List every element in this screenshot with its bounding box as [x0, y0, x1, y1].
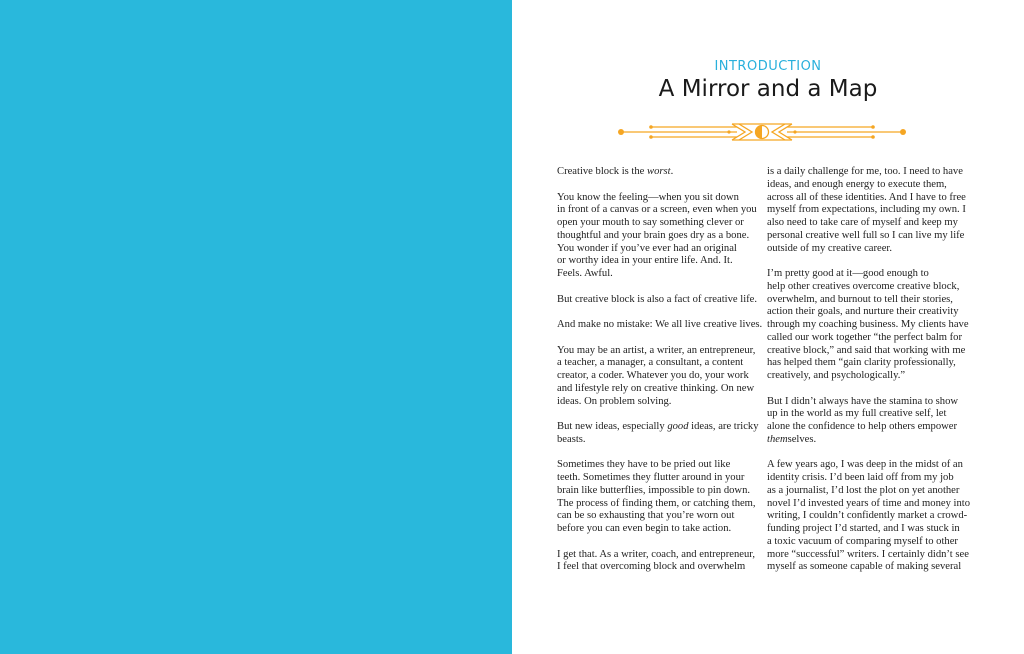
text-line [767, 230, 977, 243]
text-line [557, 396, 767, 409]
text-line [767, 536, 977, 549]
text-run: . [670, 166, 674, 177]
text-run: overwhelm, and burnout to tell their stories, [767, 293, 953, 305]
art-deco-divider-icon [617, 122, 907, 142]
text-line [767, 485, 977, 498]
text-run: A few years ago, I was deep in the midst of an [767, 459, 963, 471]
text-line [767, 459, 977, 472]
text-run: help other creatives overcome creative block, [767, 280, 960, 292]
text-run: in front of a canvas or a screen, even when you [557, 204, 757, 216]
text-run: also need to take care of myself and keep my [767, 217, 958, 228]
chapter-title: A Mirror and a Map [658, 76, 878, 102]
text-run: can be so exhausting that you’re worn out [557, 510, 735, 522]
paragraph [557, 166, 767, 179]
text-line [557, 230, 767, 243]
text-run: has helped them “gain clarity professionally, [767, 357, 956, 369]
text-run: and lifestyle rely on creative thinking. On new [557, 382, 755, 394]
text-run: outside of my creative career. [767, 242, 893, 254]
text-line [767, 498, 977, 511]
text-line [557, 319, 767, 332]
emphasis-text: good [667, 421, 689, 432]
text-line [557, 485, 767, 498]
paragraph [767, 166, 977, 255]
text-line [557, 472, 767, 485]
paragraph [557, 549, 767, 575]
text-run: personal creative well full so I can live my life [767, 229, 965, 241]
paragraph [557, 421, 767, 447]
text-line [767, 332, 977, 345]
text-line [557, 510, 767, 523]
text-line [557, 421, 767, 434]
text-run: called our work together “the perfect balm for [767, 331, 963, 343]
paragraph [767, 459, 977, 574]
text-line [767, 549, 977, 562]
text-line [767, 357, 977, 370]
text-run: open your mouth to say something clever or [557, 217, 744, 228]
text-run: as a journalist, I’d lost the plot on yet another [767, 484, 960, 496]
text-line [557, 357, 767, 370]
text-run: novel I’d invested years of time and money into [767, 497, 970, 509]
text-run: up in the world as my full creative self, let [767, 408, 947, 420]
text-line [767, 281, 977, 294]
text-run: funding project I’d started, and I was stuck in [767, 523, 960, 534]
text-line [767, 204, 977, 217]
paragraph [557, 294, 767, 307]
text-run: is a daily challenge for me, too. I need to have [767, 166, 963, 177]
paragraph [767, 396, 977, 447]
text-line [767, 345, 977, 358]
chapter-kicker: INTRODUCTION [714, 59, 822, 74]
text-line [767, 306, 977, 319]
text-run: But I didn’t always have the stamina to show [767, 395, 959, 407]
text-line [767, 561, 977, 574]
text-run: through my coaching business. My clients have [767, 319, 969, 330]
text-line [557, 294, 767, 307]
text-line [767, 408, 977, 421]
text-run: Feels. Awful. [557, 268, 613, 279]
text-line [557, 204, 767, 217]
text-run: a teacher, a manager, a consultant, a content [557, 357, 744, 369]
text-line [767, 510, 977, 523]
text-column-left [557, 166, 767, 587]
text-run: or worthy idea in your entire life. And. It. [557, 255, 733, 267]
emphasis-text: them [767, 433, 788, 445]
text-run: teeth. Sometimes they flutter around in your [557, 472, 745, 483]
paragraph [557, 345, 767, 409]
text-line [557, 561, 767, 574]
text-run: alone the confidence to help others empower [767, 421, 958, 432]
text-line [557, 243, 767, 256]
text-run: ideas, are tricky [688, 421, 759, 432]
text-run: creatively, and psychologically.” [767, 370, 906, 381]
text-run: Creative block is the [557, 166, 648, 177]
text-line [557, 459, 767, 472]
text-run: The process of finding them, or catching them, [557, 497, 756, 509]
text-run: creative block,” and said that working with me [767, 344, 966, 356]
text-run: before you can even begin to take action. [557, 523, 732, 534]
text-line [767, 268, 977, 281]
right-page [512, 0, 1024, 654]
text-run: brain like butterflies, impossible to pin down. [557, 484, 751, 496]
text-run: You wonder if you’ve ever had an original [557, 242, 737, 254]
text-line [557, 434, 767, 447]
text-line [557, 166, 767, 179]
text-line [557, 549, 767, 562]
text-line [557, 370, 767, 383]
text-line [767, 217, 977, 230]
paragraph [557, 319, 767, 332]
emphasis-text: worst [647, 166, 671, 177]
text-line [557, 345, 767, 358]
text-run: identity crisis. I’d been laid off from my job [767, 472, 954, 483]
text-run: I’m pretty good at it—good enough to [767, 268, 929, 279]
paragraph [557, 192, 767, 281]
text-line [767, 434, 977, 447]
text-run: But creative block is also a fact of creative life. [557, 293, 758, 305]
text-run: You know the feeling—when you sit down [557, 191, 739, 203]
text-line [557, 523, 767, 536]
text-run: a toxic vacuum of comparing myself to other [767, 535, 958, 547]
text-run: across all of these identities. And I have to free [767, 191, 966, 203]
text-line [767, 179, 977, 192]
text-run: Sometimes they have to be pried out like [557, 459, 731, 471]
text-run: thoughtful and your brain goes dry as a bone. [557, 229, 750, 241]
text-line [767, 192, 977, 205]
text-run: selves. [787, 433, 817, 445]
text-run: creator, a coder. Whatever you do, your work [557, 370, 749, 381]
text-line [767, 472, 977, 485]
text-line [767, 166, 977, 179]
text-line [767, 523, 977, 536]
text-column-right [767, 166, 977, 587]
text-run: ideas. On problem solving. [557, 395, 672, 407]
text-line [557, 498, 767, 511]
text-line [767, 396, 977, 409]
text-run: more “successful” writers. I certainly didn’t see [767, 548, 969, 560]
text-line [557, 192, 767, 205]
text-line [557, 268, 767, 281]
text-line [767, 421, 977, 434]
text-line [767, 370, 977, 383]
text-run: beasts. [557, 433, 586, 445]
text-run: And make no mistake: We all live creative lives. [557, 319, 763, 330]
text-run: myself as someone capable of making several [767, 561, 962, 573]
text-line [557, 255, 767, 268]
text-run: I get that. As a writer, coach, and entrepreneur, [557, 548, 755, 560]
text-run: myself from expectations, including my own. I [767, 204, 966, 216]
text-line [767, 243, 977, 256]
paragraph [767, 268, 977, 383]
text-run: You may be an artist, a writer, an entrepreneur, [557, 344, 756, 356]
text-run: writing, I couldn’t confidently market a crowd- [767, 510, 968, 522]
text-line [557, 383, 767, 396]
text-run: ideas, and enough energy to execute them, [767, 178, 947, 190]
paragraph [557, 459, 767, 536]
text-run: I feel that overcoming block and overwhelm [557, 561, 746, 573]
text-line [767, 294, 977, 307]
text-line [767, 319, 977, 332]
text-line [557, 217, 767, 230]
text-run: But new ideas, especially [557, 421, 668, 432]
text-run: action their goals, and nurture their creativity [767, 306, 959, 318]
